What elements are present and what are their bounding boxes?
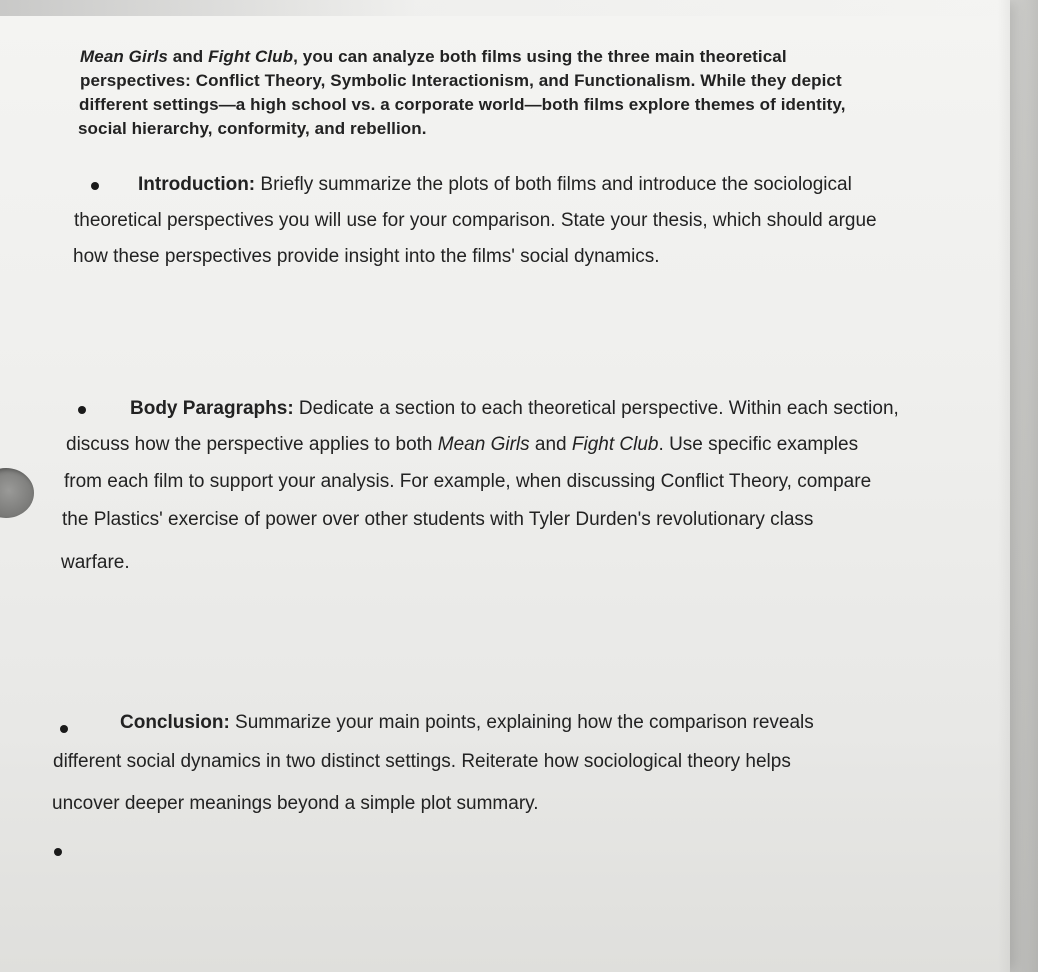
body-line-2 (66, 433, 858, 457)
top-shadow (0, 0, 1038, 16)
bullet-conclusion (60, 725, 68, 733)
bullet-body-paragraphs (78, 406, 86, 414)
intro-line-1 (80, 45, 787, 69)
introduction-line-3: how these perspectives provide insight into the films' social dynamics. (73, 246, 660, 267)
body-line-4: the Plastics' exercise of power over other students with Tyler Durden's revolutionary class (62, 509, 814, 530)
introduction-line-1-text: Briefly summarize the plots of both films and introduce the sociological (255, 174, 852, 195)
body-line-1 (130, 397, 899, 421)
body-film-title-1: Mean Girls (437, 434, 530, 455)
body-line-3: from each film to support your analysis. For example, when discussing Conflict Theory, compare (64, 471, 872, 492)
body-line-5: warfare. (61, 552, 130, 573)
introduction-label: Introduction: (138, 174, 256, 195)
bullet-introduction (91, 182, 99, 190)
body-line-2-b: . Use specific examples (658, 434, 859, 455)
intro-line-3: different settings—a high school vs. a corporate world—both films explore themes of identity, (79, 95, 846, 114)
intro-film-title-2: Fight Club (208, 47, 294, 66)
intro-line-4: social hierarchy, conformity, and rebellion. (78, 119, 427, 138)
introduction-line-2: theoretical perspectives you will use for your comparison. State your thesis, which should argue (74, 210, 877, 231)
conclusion-line-2: different social dynamics in two distinct settings. Reiterate how sociological theory helps (53, 751, 791, 772)
conclusion-line-3: uncover deeper meanings beyond a simple plot summary. (52, 793, 539, 814)
bullet-empty (54, 848, 62, 856)
intro-line-1-rest: , you can analyze both films using the three main theoretical (293, 47, 787, 66)
intro-film-title-1: Mean Girls (80, 47, 168, 66)
intro-and-1: and (167, 47, 209, 66)
body-label: Body Paragraphs: (130, 398, 294, 419)
introduction-line-1 (138, 173, 852, 197)
conclusion-line-1 (120, 711, 814, 735)
body-film-title-2: Fight Club (571, 434, 659, 455)
conclusion-line-1-text: Summarize your main points, explaining how the comparison reveals (229, 712, 814, 733)
body-line-1-text: Dedicate a section to each theoretical perspective. Within each section, (293, 398, 899, 419)
body-line-2-a: discuss how the perspective applies to both (66, 434, 438, 455)
right-edge-shadow (998, 0, 1038, 972)
body-and: and (529, 434, 572, 455)
intro-line-2: perspectives: Conflict Theory, Symbolic Interactionism, and Functionalism. While they depict (80, 71, 842, 90)
conclusion-label: Conclusion: (120, 712, 230, 733)
